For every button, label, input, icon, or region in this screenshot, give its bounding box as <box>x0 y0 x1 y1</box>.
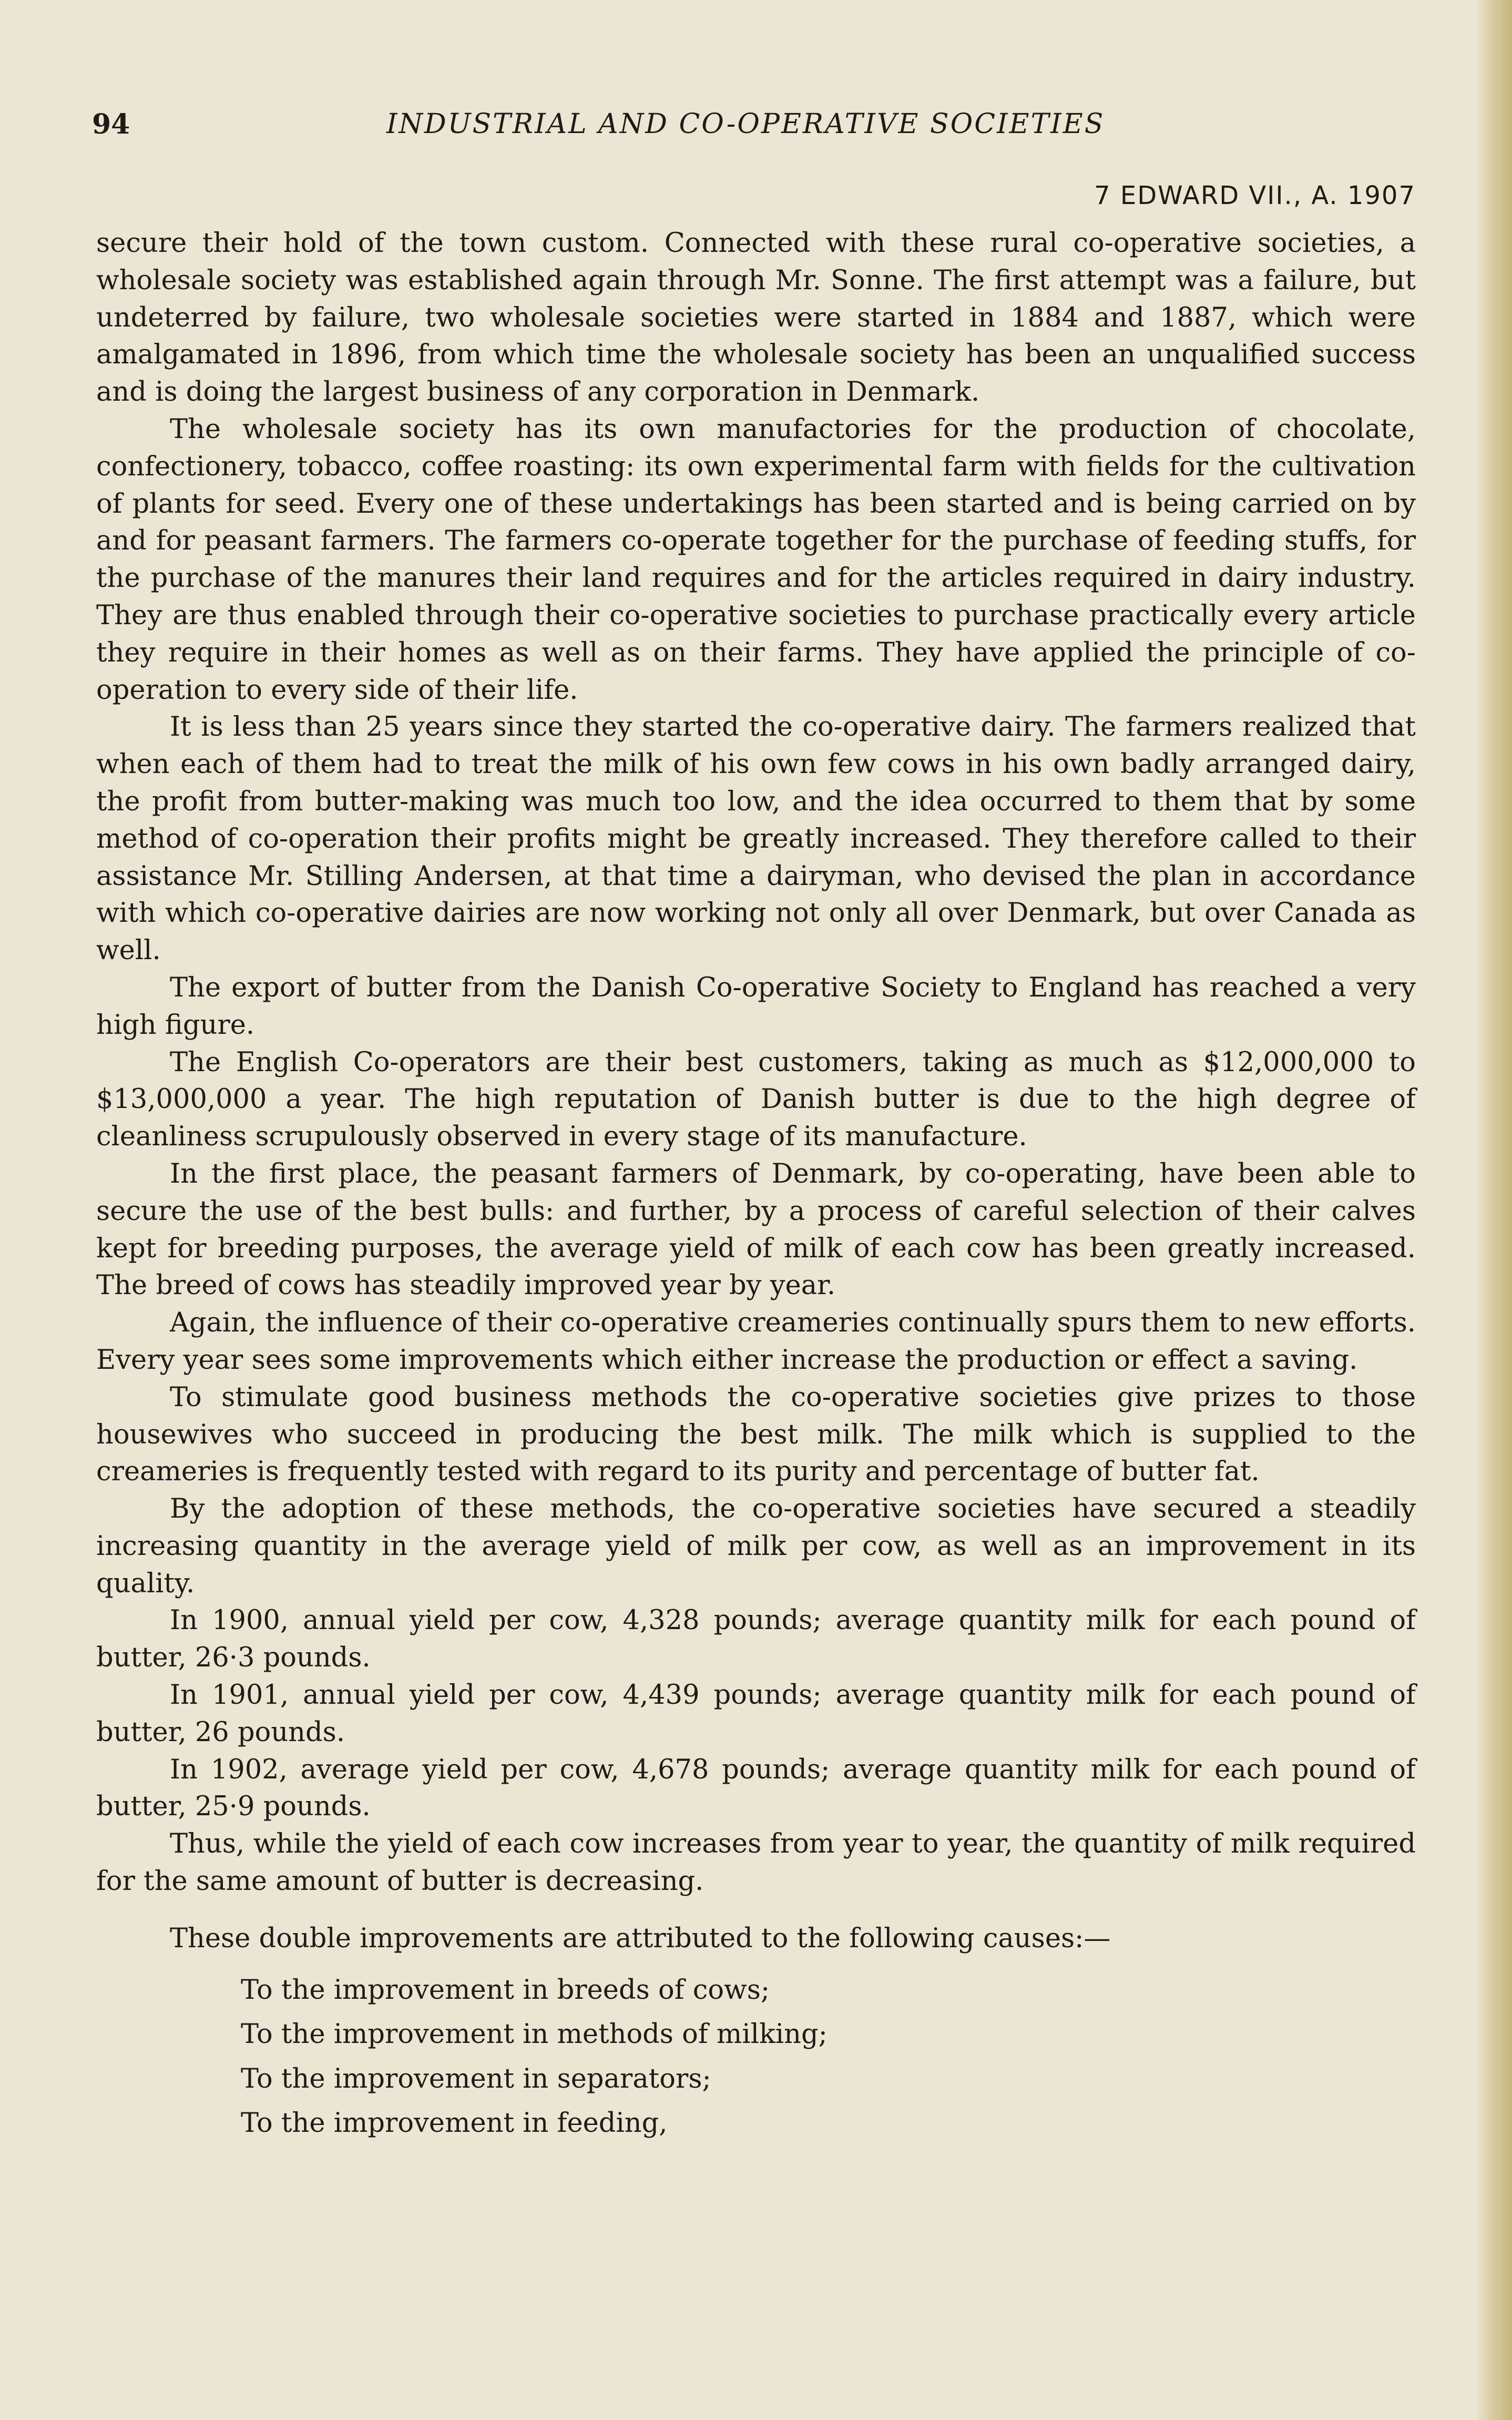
paragraph: These double improvements are attributed to the following causes:— <box>170 1923 1111 1954</box>
paragraph: Again, the influence of their co-operative creameries continually spurs them to new efforts. Every year sees some improvements which either increase the production or effect a saving. <box>96 1307 1416 1376</box>
list-item: To the improvement in methods of milking; <box>241 2019 827 2050</box>
paragraph: Thus, while the yield of each cow increases from year to year, the quantity of milk required for the same amount of butter is decreasing. <box>96 1828 1416 1897</box>
body-text <box>96 225 1416 2146</box>
paragraph: The wholesale society has its own manufactories for the production of chocolate, confectionery, tobacco, coffee roasting: its own experimental farm with fields for the cultivation of plants for seed. Every one of these undertakings has been started and is being carried on by and for peasant farmers. The farmers co-operate together for the purchase of feeding stuffs, for the purchase of the manures their land requires and for the articles required in dairy industry. They are thus enabled through their co-operative societies to purchase practically every article they require in their homes as well as on their farms. They have applied the principle of co-operation to every side of their life. <box>96 413 1416 706</box>
running-title: INDUSTRIAL AND CO-OPERATIVE SOCIETIES <box>386 108 1105 140</box>
causes-list <box>96 1968 1416 2146</box>
paragraph: secure their hold of the town custom. Connected with these rural co-operative societies, a wholesale society was established again through Mr. Sonne. The first attempt was a failure, but undeterred by failure, two wholesale societies were started in 1884 and 1887, which were amalgamated in 1896, from which time the wholesale society has been an unqualified success and is doing the largest business of any corporation in Denmark. <box>96 228 1416 408</box>
paragraph: The English Co-operators are their best customers, taking as much as $12,000,000 to $13,000,000 a year. The high reputation of Danish butter is due to the high degree of cleanliness scrupulously observed in every stage of its manufacture. <box>96 1046 1416 1153</box>
paragraph: In 1900, annual yield per cow, 4,328 pounds; average quantity milk for each pound of butter, 26·3 pounds. <box>96 1605 1416 1674</box>
list-item: To the improvement in breeds of cows; <box>241 1974 770 2006</box>
paragraph: It is less than 25 years since they started the co-operative dairy. The farmers realized that when each of them had to treat the milk of his own few cows in his own badly arranged dairy, the profit from butter-making was much too low, and the idea occurred to them that by some method of co-operation their profits might be greatly increased. They therefore called to their assistance Mr. Stilling Andersen, at that time a dairyman, who devised the plan in accordance with which co-operative dairies are now working not only all over Denmark, but over Canada as well. <box>96 711 1416 967</box>
paragraph: To stimulate good business methods the co-operative societies give prizes to those housewives who succeed in producing the best milk. The milk which is supplied to the creameries is frequently tested with regard to its purity and percentage of butter fat. <box>96 1381 1416 1488</box>
list-item: To the improvement in feeding, <box>241 2108 668 2139</box>
page-number: 94 <box>92 108 130 140</box>
paragraph: The export of butter from the Danish Co-operative Society to England has reached a very high figure. <box>96 972 1416 1041</box>
page-edge <box>1475 0 1512 2420</box>
paragraph: By the adoption of these methods, the co-operative societies have secured a steadily increasing quantity in the average yield of milk per cow, as well as an improvement in its quality. <box>96 1493 1416 1599</box>
paragraph: In 1901, annual yield per cow, 4,439 pounds; average quantity milk for each pound of butter, 26 pounds. <box>96 1680 1416 1748</box>
session-line: 7 EDWARD VII., A. 1907 <box>1094 181 1416 210</box>
list-item: To the improvement in separators; <box>241 2063 711 2094</box>
paragraph: In the first place, the peasant farmers of Denmark, by co-operating, have been able to secure the use of the best bulls: and further, by a process of careful selection of their calves kept for breeding purposes, the average yield of milk of each cow has been greatly increased. The breed of cows has steadily improved year by year. <box>96 1158 1416 1301</box>
paragraph: In 1902, average yield per cow, 4,678 pounds; average quantity milk for each pound of butter, 25·9 pounds. <box>96 1754 1416 1823</box>
page-header <box>92 108 1422 150</box>
